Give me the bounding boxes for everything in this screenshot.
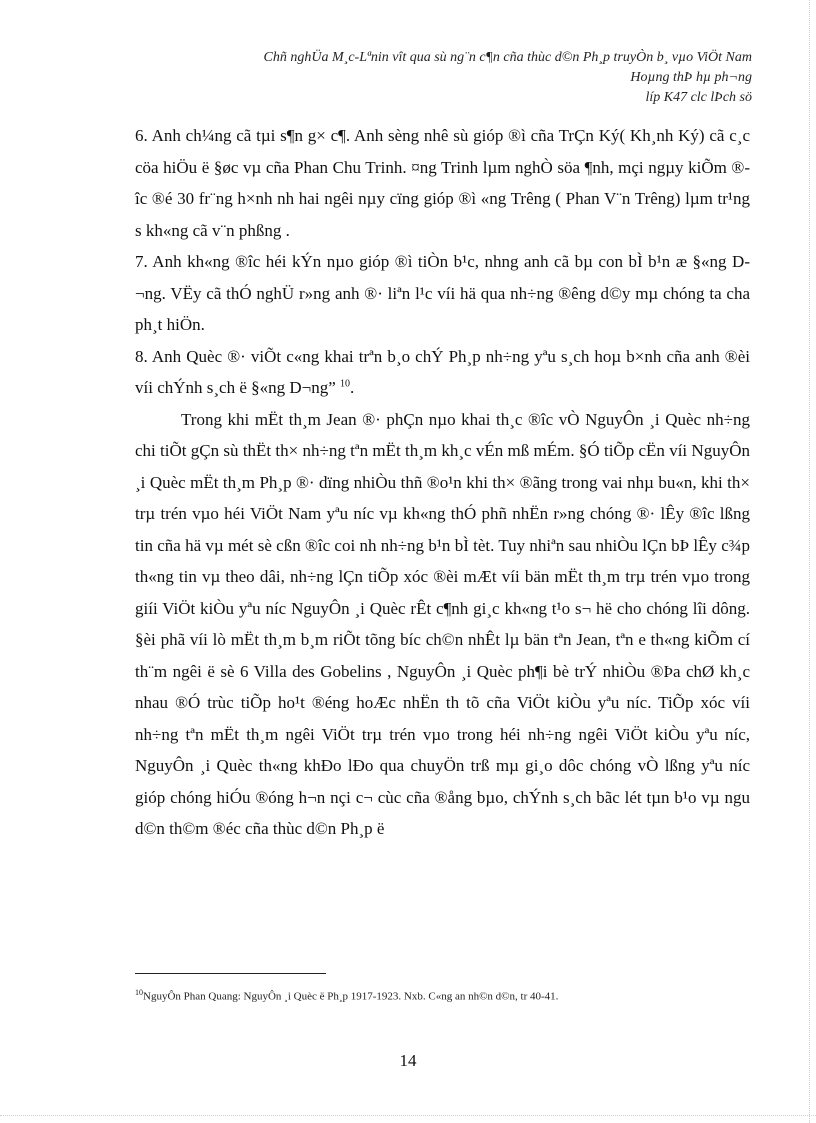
footnote-text: NguyÔn Phan Quang: NguyÔn ¸i Quèc ë Ph¸p 1917-1923. Nxb. C«ng an nh©n d©n, tr 40-41. <box>143 990 559 1003</box>
footnote-divider <box>135 973 326 974</box>
header-title: Chñ nghÜa M¸c-Lªnin vît qua sù ng¨n c¶n cña thùc d©n Ph¸p truyÒn b¸ vµo ViÖt Nam <box>263 50 752 65</box>
page-edge-right <box>809 0 810 1123</box>
body-text <box>135 120 750 845</box>
footnote <box>135 985 755 1005</box>
running-header <box>264 48 752 108</box>
footnote-reference[interactable]: 10 <box>340 378 351 390</box>
header-author: Hoµng thÞ hµ ph¬ng <box>630 70 752 85</box>
paragraph-item-6: 6. Anh ch¼ng cã tµi s¶n g× c¶. Anh sèng nhê sù gióp ®ì cña TrÇn Ký( Kh¸nh Ký) cã c¸c cöa hiÖu ë §øc vµ cña Phan Chu Trinh. ¤ng Trinh lµm nghÒ söa ¶nh, mçi ngµy kiÕm ®îc ®é 30 fr¨ng h×nh nh hai ngêi nµy cïng gióp ®ì «ng Trêng ( Phan V¨n Trêng) lµm tr¹ng s kh«ng cã v¨n phßng . <box>135 126 750 240</box>
page-number: 14 <box>399 1051 417 1070</box>
paragraph-item-8-text: 8. Anh Quèc ®· viÕt c«ng khai trªn b¸o chÝ Ph¸p nh÷ng yªu s¸ch hoµ b×nh cña anh ®èi víi chÝnh s¸ch ë §«ng D¬ng” <box>135 346 750 397</box>
page-edge-bottom <box>0 1115 816 1116</box>
footnote-number: 10 <box>135 988 143 997</box>
paragraph-main: Trong khi mËt th¸m Jean ®· phÇn nµo khai th¸c ®îc vÒ NguyÔn ¸i Quèc nh÷ng chi tiÕt gÇn sù thËt th× nh÷ng tªn mËt th¸m kh¸c vÉn mß mÉm. §Ó tiÕp cËn víi NguyÔn ¸i Quèc mËt th¸m Ph¸p ®· dïng nhiÒu thñ ®o¹n khi th× ®ãng trong vai nhµ bu«n, khi th× trµ trén vµo héi ViÖt Nam yªu níc vµ kh«ng thÓ phñ nhËn r»ng chóng ®· lÊy ®îc lßng tin cña hä vµ mét sè cßn ®îc coi nh nh÷ng b¹n bÌ tèt. Tuy nhiªn sau nhiÒu lÇn bÞ lÊy c¾p th«ng tin vµ theo dâi, nh÷ng lÇn tiÕp xóc ®èi mÆt víi bän mËt th¸m trµ trén vµo trong giíi ViÖt kiÒu yªu níc NguyÔn ¸i Quèc rÊt c¶nh gi¸c kh«ng t¹o s¬ hë cho chóng lîi dông. §èi phã víi lò mËt th¸m b¸m riÕt tõng bíc ch©n nhÊt lµ bän tªn Jean, tªn e th«ng kiÕm cí th¨m ngêi ë sè 6 Villa des Gobelins , NguyÔn ¸i Quèc ph¶i bè trÝ nhiÒu ®Þa chØ kh¸c nhau ®Ó trùc tiÕp ho¹t ®éng hoÆc nhËn th tõ cña ViÖt kiÒu yªu níc. TiÕp xóc víi nh÷ng tªn mËt th¸m ngêi ViÖt trµ trén vµo trong héi nh÷ng ngêi ViÖt kiÒu yªu níc, NguyÔn ¸i Quèc th«ng khÐo lÐo qua chuyÖn trß mµ gi¸o dôc chóng vÒ lßng yªu níc gióp chóng hiÓu ®óng h¬n nçi c¬ cùc cña ®ång bµo, chÝnh s¸ch bãc lét tµn b¹o vµ ngu d©n th©m ®éc cña thùc d©n Ph¸p ë <box>135 409 750 838</box>
header-class: líp K47 clc lÞch sö <box>645 90 752 105</box>
paragraph-item-7: 7. Anh kh«ng ®îc héi kÝn nµo gióp ®ì tiÒn b¹c, nhng anh cã bµ con bÌ b¹n æ §«ng D¬ng. VËy cã thÓ nghÜ r»ng anh ®· liªn l¹c víi hä qua nh÷ng ®êng d©y mµ chóng ta cha ph¸t hiÖn. <box>135 252 750 334</box>
paragraph-item-8: 8. Anh Quèc ®· viÕt c«ng khai trªn b¸o chÝ Ph¸p nh÷ng yªu s¸ch hoµ b×nh cña anh ®èi víi chÝnh s¸ch ë §«ng D¬ng” $^{10}$. <box>135 346 750 397</box>
